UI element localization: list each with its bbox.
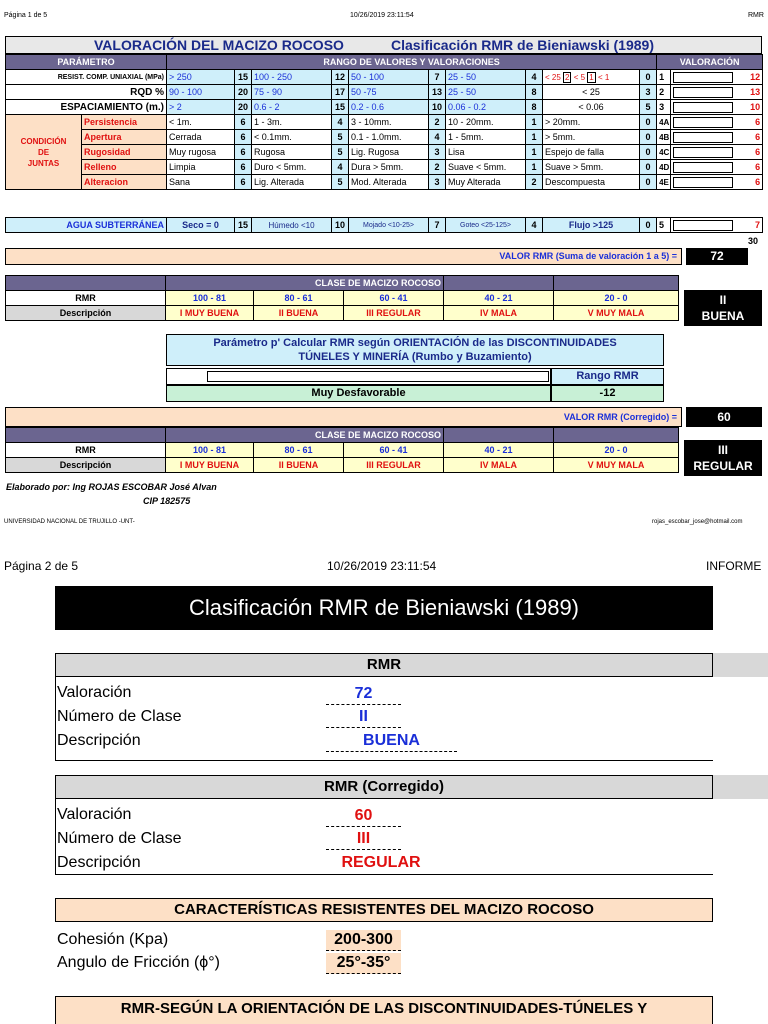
page-number: Página 1 de 5 bbox=[4, 12, 48, 19]
valoracion-box-1[interactable] bbox=[673, 72, 733, 83]
valor-rmr-bar bbox=[5, 248, 682, 265]
corr-clase: III bbox=[326, 829, 401, 850]
orientation-adjustment: -12 bbox=[551, 385, 664, 402]
page2-title: Clasificación RMR de Bieniawski (1989) bbox=[55, 586, 713, 630]
cohesion-value: 200-300 bbox=[326, 930, 401, 951]
corr-label-valoracion: Valoración bbox=[57, 806, 132, 823]
corr-valoracion: 60 bbox=[326, 806, 401, 827]
row-rugosidad: Rugosidad Muy rugosa 6 Rugosa 5 Lig. Rugosa 3 Lisa 1 Espejo de falla 0 4C 6 bbox=[6, 145, 763, 160]
author-cip: CIP 182575 bbox=[143, 496, 191, 506]
col-range-header: RANGO DE VALORES Y VALORACIONES bbox=[167, 55, 657, 70]
orientation-input-area bbox=[166, 368, 551, 385]
sheet-name: RMR bbox=[748, 12, 764, 19]
valoracion-box-2[interactable] bbox=[673, 87, 733, 98]
row-relleno: Relleno Limpia 6 Duro < 5mm. 4 Dura > 5mm. 2 Suave < 5mm. 1 Suave > 5mm. 0 4D 6 bbox=[6, 160, 763, 175]
corr-label-numero-clase: Número de Clase bbox=[57, 830, 182, 847]
row-alteracion: Alteracion Sana 6 Lig. Alterada 5 Mod. Alterada 3 Muy Alterada 2 Descompuesta 0 4E 6 bbox=[6, 175, 763, 190]
orientation-title: Parámetro p' Calcular RMR según ORIENTACIÓN de las DISCONTINUIDADES TÚNELES Y MINERÍA (Rumbo y Buzamiento) bbox=[166, 334, 664, 366]
valor-corregido-label: VALOR RMR (Corregido) = bbox=[563, 412, 677, 422]
valor-corregido-value: 60 bbox=[686, 407, 762, 427]
clase-macizo-table-1: CLASE DE MACIZO ROCOSO RMR 100 - 81 80 - 61 60 - 41 40 - 21 20 - 0 Descripción I MUY BUENA II BUENA III REGULAR IV MALA V MUY MALA bbox=[5, 275, 679, 321]
footer-email: rojas_escobar_jose@hotmail.com bbox=[652, 519, 743, 525]
timestamp: 10/26/2019 23:11:54 bbox=[350, 12, 414, 19]
corr-label-descripcion: Descripción bbox=[57, 854, 141, 871]
agua-subterranea-row: AGUA SUBTERRÁNEA Seco = 0 15 Húmedo <10 10 Mojado <10-25> 7 Goteo <25-125> 4 Flujo >125 0 5 7 bbox=[5, 217, 763, 233]
row-resistencia: RESIST. COMP. UNIAXIAL (MPa) > 250 15 100 - 250 12 50 - 100 7 25 - 50 4 < 25 2 < 5 1 < 1 0 1 12 bbox=[6, 70, 763, 85]
orientation-value: Muy Desfavorable bbox=[166, 385, 551, 402]
row-rqd: RQD % 90 - 100 20 75 - 90 17 50 -75 13 25 - 50 8 < 25 3 2 13 bbox=[6, 85, 763, 100]
row-persistencia: CONDICIÓN DE JUNTAS Persistencia < 1m. 6 1 - 3m. 4 3 - 10mm. 2 10 - 20mm. 1 > 20mm. 0 4A 6 bbox=[6, 115, 763, 130]
col-val-header: VALORACIÓN bbox=[657, 55, 763, 70]
friccion-value: 25°-35° bbox=[326, 953, 401, 974]
result-class-1: II BUENA bbox=[684, 290, 762, 326]
clase-macizo-table-2: CLASE DE MACIZO ROCOSO RMR 100 - 81 80 - 61 60 - 41 40 - 21 20 - 0 Descripción I MUY BUENA II BUENA III REGULAR IV MALA V MUY MALA bbox=[5, 427, 679, 473]
valor-corregido-bar bbox=[5, 407, 682, 427]
author: Elaborado por: Ing ROJAS ESCOBAR José Alvan bbox=[6, 482, 217, 492]
valoracion-box-4b[interactable] bbox=[673, 132, 733, 143]
valoracion-box-5[interactable] bbox=[673, 220, 733, 231]
main-title: VALORACIÓN DEL MACIZO ROCOSO bbox=[94, 37, 344, 53]
page2-sheet-name: INFORME bbox=[706, 559, 762, 573]
page2-number: Página 2 de 5 bbox=[4, 559, 79, 573]
row-apertura: Apertura Cerrada 6 < 0.1mm. 5 0.1 - 1.0mm. 4 1 - 5mm. 1 > 5mm. 0 4B 6 bbox=[6, 130, 763, 145]
orientation-select[interactable] bbox=[207, 371, 549, 382]
valoracion-box-4a[interactable] bbox=[673, 117, 733, 128]
corr-descripcion: REGULAR bbox=[341, 854, 421, 871]
row-espaciamiento: ESPACIAMIENTO (m.) > 2 20 0.6 - 2 15 0.2 - 0.6 10 0.06 - 0.2 8 < 0.06 5 3 10 bbox=[6, 100, 763, 115]
label-numero-clase: Número de Clase bbox=[57, 708, 182, 725]
rango-rmr-label: Rango RMR bbox=[551, 368, 664, 385]
label-valoracion: Valoración bbox=[57, 684, 132, 701]
label-descripcion: Descripción bbox=[57, 732, 141, 749]
orient-section-title bbox=[55, 996, 713, 1024]
total-valoracion: 30 bbox=[748, 236, 759, 246]
result-class-2: III REGULAR bbox=[684, 440, 762, 476]
valoracion-box-3[interactable] bbox=[673, 102, 733, 113]
main-title-bar bbox=[5, 36, 762, 54]
rmr-clase: II bbox=[326, 707, 401, 728]
valor-rmr-value: 72 bbox=[686, 248, 748, 265]
footer-university: UNIVERSIDAD NACIONAL DE TRUJILLO -UNT- bbox=[4, 519, 135, 525]
friccion-label: Angulo de Fricción (ϕ°) bbox=[57, 954, 220, 971]
valoracion-box-4e[interactable] bbox=[673, 177, 733, 188]
main-subtitle: Clasificación RMR de Bieniawski (1989) bbox=[391, 37, 654, 53]
orient-section-label: RMR-SEGÚN LA ORIENTACIÓN DE LAS DISCONTINUIDADES-TÚNELES Y bbox=[120, 1000, 648, 1017]
valoracion-box-4d[interactable] bbox=[673, 162, 733, 173]
col-param-header: PARÁMETRO bbox=[6, 55, 167, 70]
rmr-valoracion: 72 bbox=[326, 684, 401, 705]
rmr-section-title: RMR bbox=[55, 653, 713, 677]
valor-rmr-label: VALOR RMR (Suma de valoración 1 a 5) = bbox=[499, 251, 677, 261]
rmr-descripcion: BUENA bbox=[326, 731, 457, 752]
page2-timestamp: 10/26/2019 23:11:54 bbox=[327, 559, 437, 573]
rmr-parameters-table bbox=[5, 54, 763, 190]
corr-section-title: RMR (Corregido) bbox=[55, 775, 713, 799]
cohesion-label: Cohesión (Kpa) bbox=[57, 931, 169, 948]
valoracion-box-4c[interactable] bbox=[673, 147, 733, 158]
carac-section-title: CARACTERÍSTICAS RESISTENTES DEL MACIZO ROCOSO bbox=[55, 898, 713, 922]
